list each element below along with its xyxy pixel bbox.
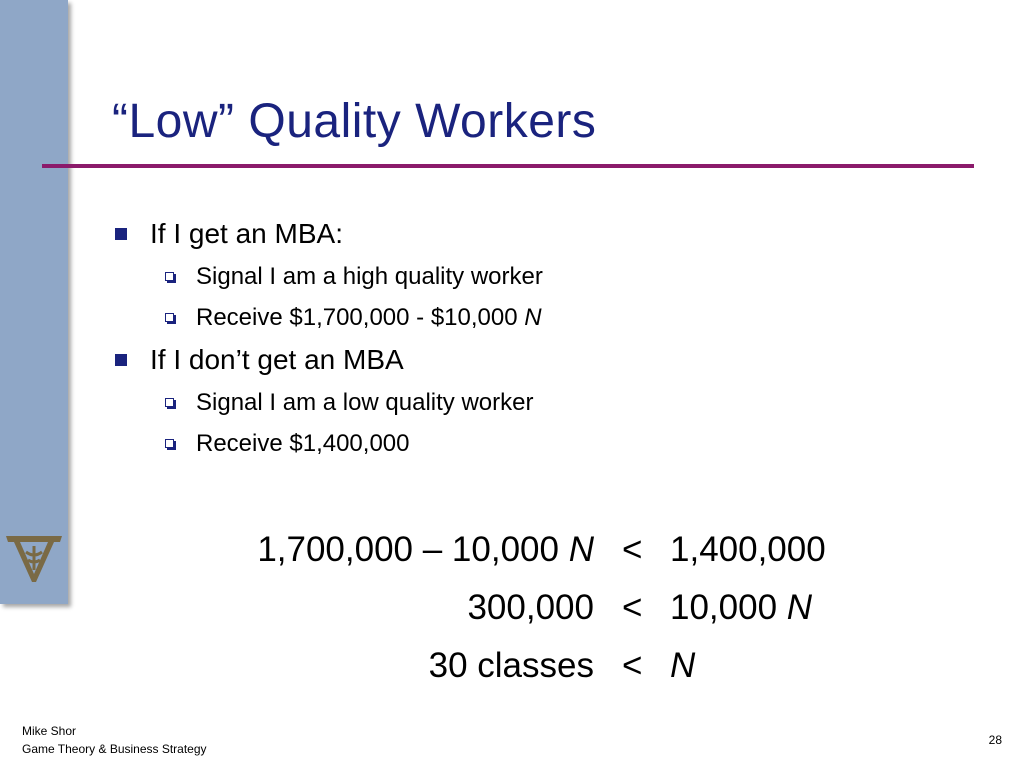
- math-operator-1: <: [622, 530, 643, 569]
- bullet-text: If I get an MBA:: [150, 218, 343, 249]
- slide-title: “Low” Quality Workers: [112, 95, 597, 148]
- bullet-item: [112, 338, 932, 382]
- bullet-list: [112, 212, 932, 464]
- sub-bullet-text: Signal I am a high quality worker: [196, 263, 543, 290]
- variable-n: N: [786, 588, 813, 627]
- bullet-item: [112, 212, 932, 256]
- math-left-1: 1,700,000 – 10,000 N: [257, 530, 594, 569]
- sub-bullet-item: [112, 423, 932, 464]
- hollow-square-bullet-icon: [165, 398, 174, 407]
- title-divider: [42, 164, 974, 168]
- variable-n: N: [524, 304, 542, 331]
- hollow-square-bullet-icon: [165, 272, 174, 281]
- side-bar: [0, 0, 68, 604]
- math-right-1: 1,400,000: [670, 530, 826, 569]
- sub-bullet-item: [112, 256, 932, 297]
- variable-n: N: [670, 646, 696, 685]
- math-right-2: 10,000 N: [670, 588, 813, 627]
- sub-bullet-text: Signal I am a low quality worker: [196, 389, 534, 416]
- math-operator-3: <: [622, 646, 643, 685]
- sub-bullet-text: Receive $1,400,000: [196, 430, 410, 457]
- sub-bullet-text: Receive $1,700,000 - $10,000: [196, 304, 525, 331]
- vanderbilt-logo-icon: [4, 530, 64, 586]
- math-left-2: 300,000: [467, 588, 594, 627]
- math-right-3: [670, 646, 695, 686]
- hollow-square-bullet-icon: [165, 313, 174, 322]
- page-number: 28: [988, 733, 1002, 747]
- math-operator-2: <: [622, 588, 643, 627]
- footer-author: Mike Shor: [22, 724, 77, 738]
- variable-n: N: [568, 530, 594, 569]
- footer-course: Game Theory & Business Strategy: [22, 742, 207, 756]
- filled-square-bullet-icon: [115, 228, 127, 240]
- sub-bullet-item: [112, 382, 932, 423]
- filled-square-bullet-icon: [115, 354, 127, 366]
- math-left-3: 30 classes: [428, 646, 594, 685]
- sub-bullet-item: [112, 297, 932, 338]
- hollow-square-bullet-icon: [165, 439, 174, 448]
- bullet-text: If I don’t get an MBA: [150, 344, 404, 375]
